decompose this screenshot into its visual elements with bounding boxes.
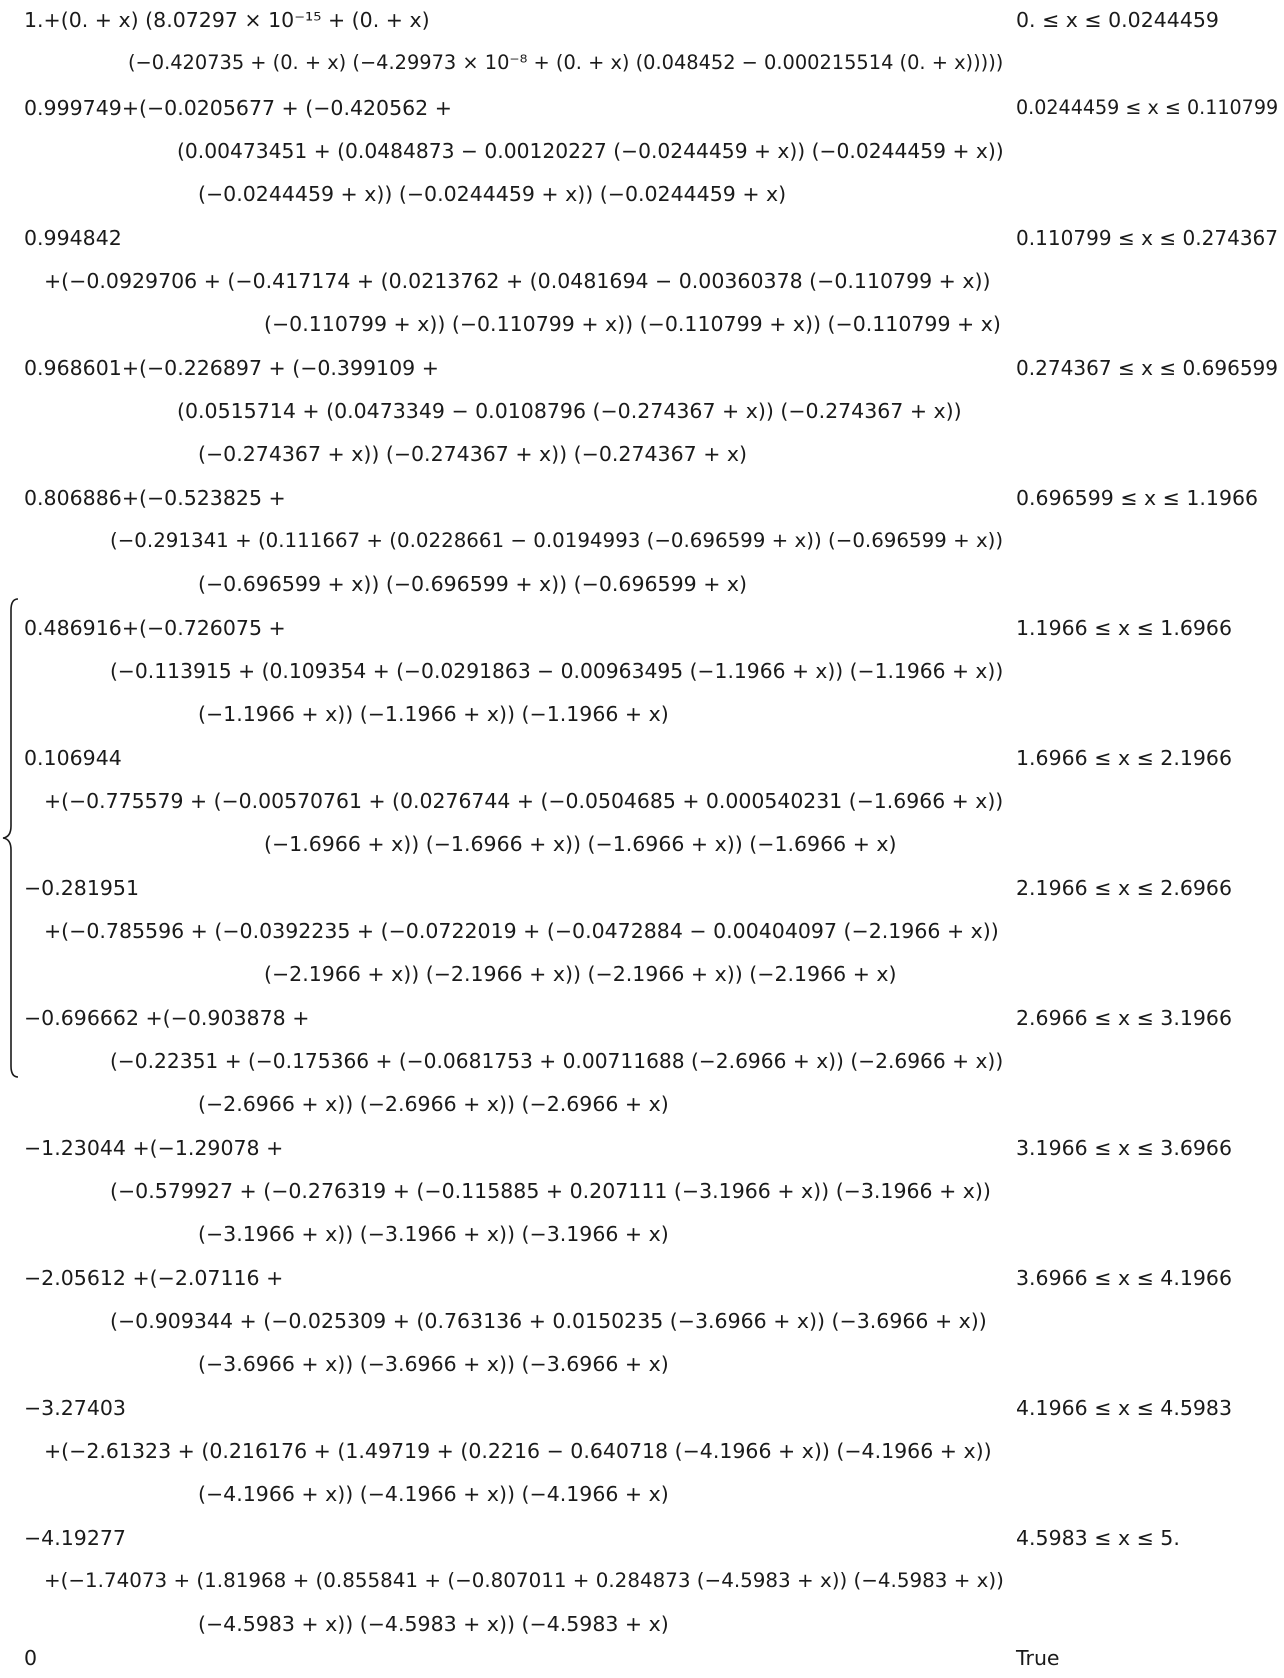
piece-3-line-2: +(−0.0929706 + (−0.417174 + (0.0213762 + (0.0481694 − 0.00360378 (−0.110799 + x)) bbox=[44, 269, 991, 293]
piece-10-line-3: (−3.1966 + x)) (−3.1966 + x)) (−3.1966 + x) bbox=[198, 1222, 669, 1246]
piece-1-line-1: 1.+(0. + x) (8.07297 × 10⁻¹⁵ + (0. + x) bbox=[24, 8, 430, 32]
piece-12-line-3: (−4.1966 + x)) (−4.1966 + x)) (−4.1966 + x) bbox=[198, 1482, 669, 1506]
piece-1-line-2: (−0.420735 + (0. + x) (−4.29973 × 10⁻⁸ + (0. + x) (0.048452 − 0.000215514 (0. + x))))) bbox=[128, 51, 1004, 74]
piece-5-line-2: (−0.291341 + (0.111667 + (0.0228661 − 0.0194993 (−0.696599 + x)) (−0.696599 + x)) bbox=[110, 529, 1004, 552]
piece-4-line-3: (−0.274367 + x)) (−0.274367 + x)) (−0.274367 + x) bbox=[198, 442, 748, 466]
piece-7-line-1: 0.106944 bbox=[24, 746, 122, 770]
piece-14-line-1: 0 bbox=[24, 1646, 38, 1670]
piece-12-condition: 4.1966 ≤ x ≤ 4.5983 bbox=[1016, 1396, 1233, 1420]
piece-2-line-2: (0.00473451 + (0.0484873 − 0.00120227 (−0.0244459 + x)) (−0.0244459 + x)) bbox=[177, 139, 1004, 163]
piece-6-condition: 1.1966 ≤ x ≤ 1.6966 bbox=[1016, 616, 1233, 640]
piece-2-line-1: 0.999749+(−0.0205677 + (−0.420562 + bbox=[24, 96, 452, 120]
piece-9-line-3: (−2.6966 + x)) (−2.6966 + x)) (−2.6966 + x) bbox=[198, 1092, 669, 1116]
piece-11-line-3: (−3.6966 + x)) (−3.6966 + x)) (−3.6966 + x) bbox=[198, 1352, 669, 1376]
piece-10-condition: 3.1966 ≤ x ≤ 3.6966 bbox=[1016, 1136, 1233, 1160]
piece-1-condition: 0. ≤ x ≤ 0.0244459 bbox=[1016, 8, 1219, 32]
piece-8-line-2: +(−0.785596 + (−0.0392235 + (−0.0722019 + (−0.0472884 − 0.00404097 (−2.1966 + x)) bbox=[44, 919, 999, 943]
piece-9-line-1: −0.696662 +(−0.903878 + bbox=[24, 1006, 310, 1030]
piece-11-line-2: (−0.909344 + (−0.025309 + (0.763136 + 0.0150235 (−3.6966 + x)) (−3.6966 + x)) bbox=[110, 1309, 987, 1333]
piece-13-line-1: −4.19277 bbox=[24, 1526, 126, 1550]
piece-3-condition: 0.110799 ≤ x ≤ 0.274367 bbox=[1016, 226, 1279, 250]
piece-6-line-2: (−0.113915 + (0.109354 + (−0.0291863 − 0.00963495 (−1.1966 + x)) (−1.1966 + x)) bbox=[110, 659, 1004, 683]
piece-8-condition: 2.1966 ≤ x ≤ 2.6966 bbox=[1016, 876, 1233, 900]
piece-6-line-1: 0.486916+(−0.726075 + bbox=[24, 616, 286, 640]
piece-11-condition: 3.6966 ≤ x ≤ 4.1966 bbox=[1016, 1266, 1233, 1290]
piece-13-line-2: +(−1.74073 + (1.81968 + (0.855841 + (−0.807011 + 0.284873 (−4.5983 + x)) (−4.5983 + x)) bbox=[44, 1569, 1004, 1592]
piece-5-line-1: 0.806886+(−0.523825 + bbox=[24, 486, 286, 510]
piece-3-line-1: 0.994842 bbox=[24, 226, 122, 250]
piece-14-condition: True bbox=[1016, 1646, 1060, 1670]
piece-7-line-3: (−1.6966 + x)) (−1.6966 + x)) (−1.6966 + x)) (−1.6966 + x) bbox=[264, 832, 897, 856]
piece-8-line-3: (−2.1966 + x)) (−2.1966 + x)) (−2.1966 + x)) (−2.1966 + x) bbox=[264, 962, 897, 986]
piece-2-condition: 0.0244459 ≤ x ≤ 0.110799 bbox=[1016, 96, 1279, 119]
piece-6-line-3: (−1.1966 + x)) (−1.1966 + x)) (−1.1966 + x) bbox=[198, 702, 669, 726]
piece-10-line-1: −1.23044 +(−1.29078 + bbox=[24, 1136, 284, 1160]
piece-2-line-3: (−0.0244459 + x)) (−0.0244459 + x)) (−0.0244459 + x) bbox=[198, 182, 787, 206]
piece-13-line-3: (−4.5983 + x)) (−4.5983 + x)) (−4.5983 + x) bbox=[198, 1612, 669, 1636]
piece-12-line-2: +(−2.61323 + (0.216176 + (1.49719 + (0.2216 − 0.640718 (−4.1966 + x)) (−4.1966 + x)) bbox=[44, 1439, 992, 1463]
piece-8-line-1: −0.281951 bbox=[24, 876, 139, 900]
left-brace-icon bbox=[2, 598, 22, 1078]
piece-3-line-3: (−0.110799 + x)) (−0.110799 + x)) (−0.110799 + x)) (−0.110799 + x) bbox=[264, 312, 1001, 336]
piece-7-line-2: +(−0.775579 + (−0.00570761 + (0.0276744 + (−0.0504685 + 0.000540231 (−1.6966 + x)) bbox=[44, 789, 1004, 813]
piece-10-line-2: (−0.579927 + (−0.276319 + (−0.115885 + 0.207111 (−3.1966 + x)) (−3.1966 + x)) bbox=[110, 1179, 991, 1203]
piece-4-condition: 0.274367 ≤ x ≤ 0.696599 bbox=[1016, 356, 1279, 380]
piece-9-line-2: (−0.22351 + (−0.175366 + (−0.0681753 + 0.00711688 (−2.6966 + x)) (−2.6966 + x)) bbox=[110, 1049, 1004, 1073]
piece-7-condition: 1.6966 ≤ x ≤ 2.1966 bbox=[1016, 746, 1233, 770]
piece-4-line-2: (0.0515714 + (0.0473349 − 0.0108796 (−0.274367 + x)) (−0.274367 + x)) bbox=[177, 399, 962, 423]
piece-9-condition: 2.6966 ≤ x ≤ 3.1966 bbox=[1016, 1006, 1233, 1030]
piece-5-line-3: (−0.696599 + x)) (−0.696599 + x)) (−0.696599 + x) bbox=[198, 572, 748, 596]
piece-12-line-1: −3.27403 bbox=[24, 1396, 126, 1420]
piece-11-line-1: −2.05612 +(−2.07116 + bbox=[24, 1266, 284, 1290]
piece-13-condition: 4.5983 ≤ x ≤ 5. bbox=[1016, 1526, 1180, 1550]
piece-4-line-1: 0.968601+(−0.226897 + (−0.399109 + bbox=[24, 356, 439, 380]
piece-5-condition: 0.696599 ≤ x ≤ 1.1966 bbox=[1016, 486, 1259, 510]
